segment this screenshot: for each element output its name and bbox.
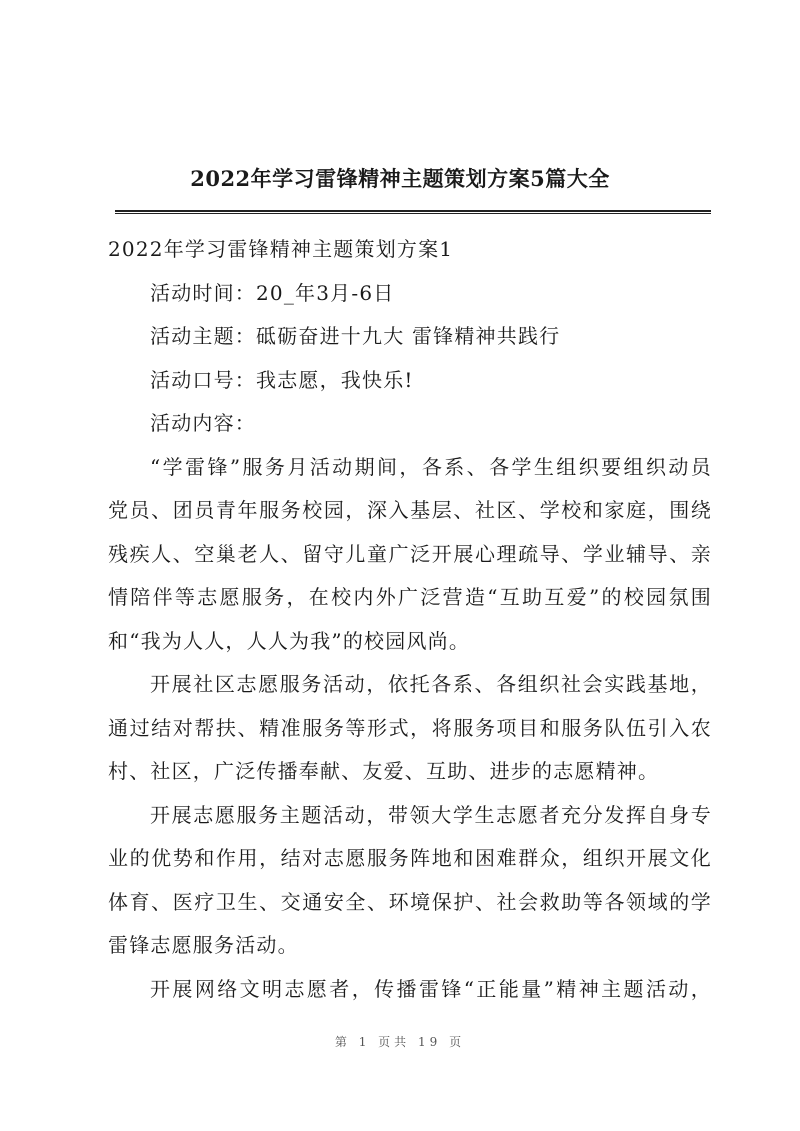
paragraph-1-line-5: 和“我为人人，人人为我”的校园风尚。	[108, 628, 471, 653]
paragraph-3-line-2: 业的优势和作用，结对志愿服务阵地和困难群众，组织开展文化	[108, 846, 712, 870]
activity-slogan-line: 活动口号：我志愿，我快乐!	[150, 367, 414, 392]
paragraph-2-line-3: 村、社区，广泛传播奉献、友爱、互助、进步的志愿精神。	[108, 759, 660, 783]
paragraph-2-line-1: 开展社区志愿服务活动，依托各系、各组织社会实践基地，	[150, 672, 712, 696]
paragraph-1-line-3: 残疾人、空巢老人、留守儿童广泛开展心理疏导、学业辅导、亲	[108, 541, 712, 566]
paragraph-2-line-2: 通过结对帮扶、精准服务等形式，将服务项目和服务队伍引入农	[108, 715, 712, 740]
title-divider	[115, 210, 711, 214]
paragraph-4-line-1: 开展网络文明志愿者，传播雷锋“正能量”精神主题活动，	[150, 976, 712, 1001]
paragraph-3-line-3: 体育、医疗卫生、交通安全、环境保护、社会救助等各领域的学	[108, 889, 712, 914]
paragraph-1-line-1: “学雷锋”服务月活动期间，各系、各学生组织要组织动员	[150, 454, 712, 479]
section-heading: 2022年学习雷锋精神主题策划方案1	[108, 237, 454, 261]
paragraph-3-line-4: 雷锋志愿服务活动。	[108, 933, 299, 957]
document-body	[108, 228, 712, 1011]
paragraph-1-line-2: 党员、团员青年服务校园，深入基层、社区、学校和家庭，围绕	[108, 498, 712, 522]
paragraph-3-line-1: 开展志愿服务主题活动，带领大学生志愿者充分发挥自身专	[150, 802, 712, 827]
page-number-footer: 第 1 页共 19 页	[334, 1035, 466, 1049]
activity-content-label: 活动内容：	[150, 411, 256, 435]
paragraph-1-line-4: 情陪伴等志愿服务，在校内外广泛营造“互助互爱”的校园氛围	[108, 585, 712, 609]
document-title: 2022年学习雷锋精神主题策划方案5篇大全	[190, 166, 610, 191]
activity-theme-line: 活动主题：砥砺奋进十九大 雷锋精神共践行	[150, 324, 561, 348]
activity-time-line: 活动时间：20_年3月-6日	[150, 280, 395, 305]
